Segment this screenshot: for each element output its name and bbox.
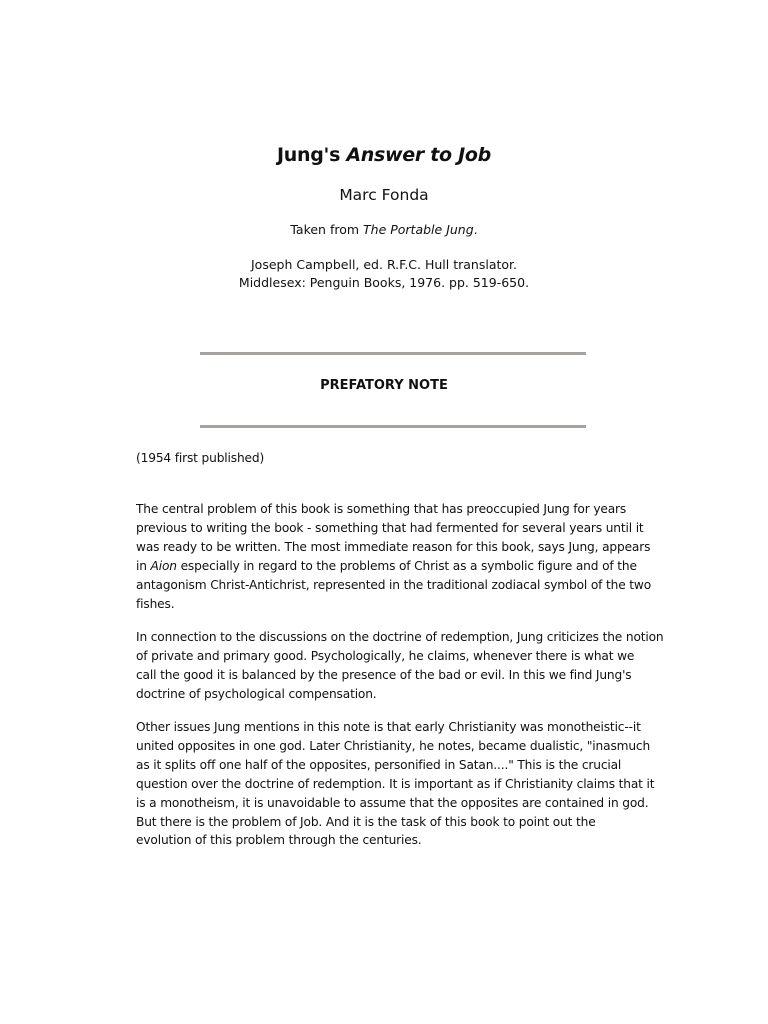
paragraph-line: The central problem of this book is something that has preoccupied Jung for years (136, 502, 627, 516)
paragraph-line: fishes. (136, 596, 175, 611)
paragraph-line: evolution of this problem through the centuries. (136, 833, 422, 848)
source-suffix: . (473, 222, 478, 237)
paragraph-line: But there is the problem of Job. And it is the task of this book to point out the (136, 814, 596, 829)
publication-note: (1954 first published) (136, 451, 265, 465)
section-heading: PREFATORY NOTE (320, 378, 448, 393)
paragraph-line (136, 557, 636, 576)
document-title (0, 142, 768, 168)
paragraph-line: antagonism Christ-Antichrist, represented in the traditional zodiacal symbol of the two (136, 577, 652, 592)
aion-title: Aion (150, 558, 177, 573)
title-italic: Answer to Job (346, 144, 491, 166)
paragraph-line: was ready to be written. The most immediate reason for this book, says Jung, appears (136, 539, 651, 554)
paragraph-line: doctrine of psychological compensation. (136, 686, 377, 701)
paragraph-line: of private and primary good. Psychologically, he claims, whenever there is what we (136, 648, 635, 663)
bottom-divider (200, 425, 586, 428)
paragraph-2 (136, 628, 664, 704)
source-book-title: The Portable Jung (363, 222, 474, 237)
paragraph-line: Other issues Jung mentions in this note is that early Christianity was monotheistic--it (136, 720, 641, 734)
line-text: in (136, 558, 151, 573)
paragraph-line: as it splits off one half of the opposites, personified in Satan...." This is the crucial (136, 757, 622, 772)
citation-line-1: Joseph Campbell, ed. R.F.C. Hull translator. (250, 257, 518, 272)
line-text: especially in regard to the problems of Christ as a symbolic figure and of the (176, 558, 637, 573)
paragraph-1 (136, 500, 652, 613)
citation-line-2: Middlesex: Penguin Books, 1976. pp. 519-650. (238, 275, 530, 290)
paragraph-line: previous to writing the book - something that had fermented for several years until it (136, 520, 644, 535)
paragraph-3 (136, 718, 655, 850)
source-line (0, 221, 768, 239)
paragraph-line: call the good it is balanced by the presence of the bad or evil. In this we find Jung's (136, 667, 632, 682)
paragraph-line: united opposites in one god. Later Christianity, he notes, became dualistic, "inasmuch (136, 738, 651, 753)
top-divider (200, 352, 586, 355)
source-prefix: Taken from (290, 222, 364, 237)
citation (0, 256, 768, 292)
paragraph-line: In connection to the discussions on the doctrine of redemption, Jung criticizes the notion (136, 630, 664, 644)
title-plain: Jung's (277, 144, 347, 166)
author-name: Marc Fonda (339, 186, 429, 204)
paragraph-line: question over the doctrine of redemption. It is important as if Christianity claims that it (136, 776, 655, 791)
paragraph-line: is a monotheism, it is unavoidable to assume that the opposites are contained in god. (136, 795, 649, 810)
